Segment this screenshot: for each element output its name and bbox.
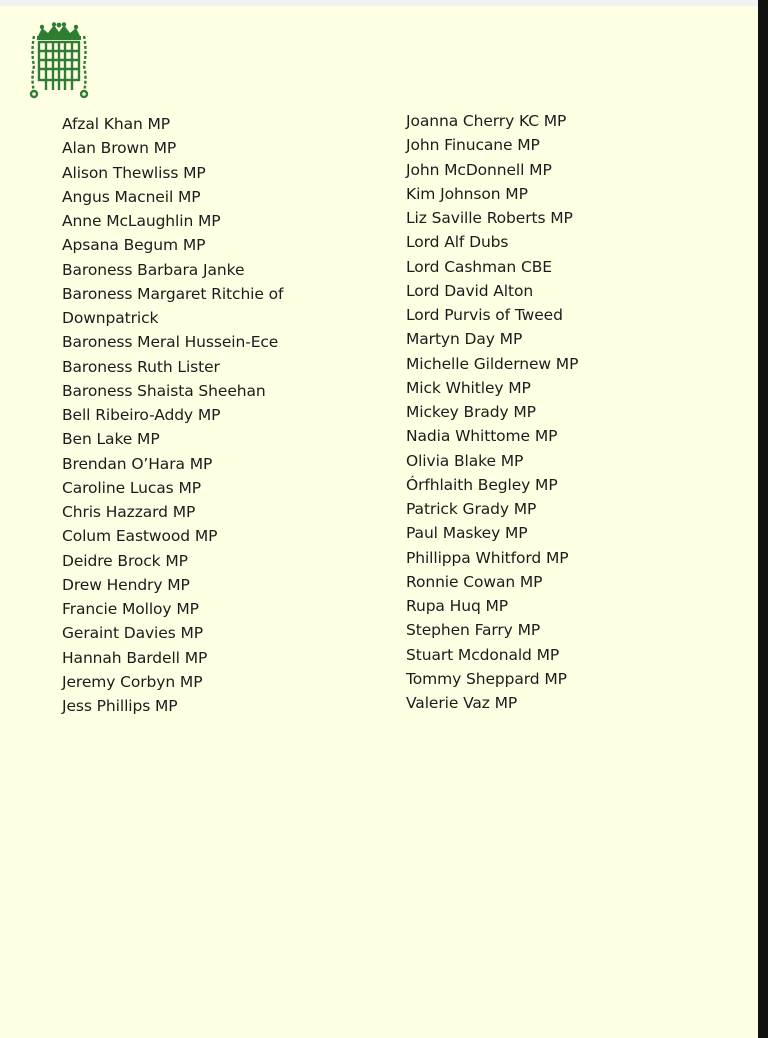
signatory-name: Anne McLaughlin MP bbox=[62, 212, 221, 230]
signatory-name: Lord Purvis of Tweed bbox=[406, 306, 563, 324]
signatory-name: Angus Macneil MP bbox=[62, 187, 201, 206]
signatory-name: John McDonnell MP bbox=[406, 160, 552, 179]
signatory-name: Tommy Sheppard MP bbox=[406, 669, 567, 688]
signatory-name: Phillippa Whitford MP bbox=[406, 548, 569, 567]
signatory-name: Michelle Gildernew MP bbox=[406, 354, 579, 373]
signatory-name: Lord Alf Dubs bbox=[406, 233, 509, 252]
signatory-name: Valerie Vaz MP bbox=[406, 694, 518, 712]
signatory-name: Baroness Shaista Sheehan bbox=[62, 381, 266, 400]
signatory-name: Hannah Bardell MP bbox=[62, 648, 208, 667]
signatory-name: Jeremy Corbyn MP bbox=[62, 672, 203, 691]
signatory-name: Lord David Alton bbox=[406, 281, 534, 300]
signatory-name: Chris Hazzard MP bbox=[62, 503, 196, 521]
signatory-name: Jess Phillips MP bbox=[62, 697, 178, 715]
signatory-name: Deidre Brock MP bbox=[62, 551, 188, 570]
scan-edge bbox=[758, 0, 768, 1038]
signatories-right-column bbox=[406, 109, 751, 715]
signatory-name: Nadia Whittome MP bbox=[406, 427, 558, 446]
signatory-name: Baroness Barbara Janke bbox=[62, 260, 245, 279]
signatory-name: Rupa Huq MP bbox=[406, 597, 509, 615]
signatory-name: Mick Whitley MP bbox=[406, 378, 531, 397]
signatory-name: Joanna Cherry KC MP bbox=[406, 112, 567, 130]
signatory-name: Alison Thewliss MP bbox=[62, 163, 206, 182]
signatory-name: Stephen Farry MP bbox=[406, 621, 541, 640]
signatory-name: Apsana Begum MP bbox=[62, 236, 206, 255]
signatory-name: Kim Johnson MP bbox=[406, 184, 528, 203]
signatory-name: Drew Hendry MP bbox=[62, 575, 190, 594]
signatory-name: Stuart Mcdonald MP bbox=[406, 645, 560, 664]
signatory-name: Patrick Grady MP bbox=[406, 500, 537, 518]
signatory-name: Baroness Ruth Lister bbox=[62, 357, 220, 376]
signatory-name: Órfhlaith Begley MP bbox=[406, 475, 558, 494]
signatory-name: Alan Brown MP bbox=[62, 139, 177, 158]
signatory-name: Baroness Margaret Ritchie of bbox=[62, 284, 284, 303]
signatory-name: Caroline Lucas MP bbox=[62, 478, 201, 497]
signatory-name: John Finucane MP bbox=[406, 136, 540, 155]
signatory-name: Geraint Davies MP bbox=[62, 624, 204, 643]
signatory-name: Colum Eastwood MP bbox=[62, 527, 218, 546]
signatory-name: Ben Lake MP bbox=[62, 430, 160, 449]
portcullis-icon bbox=[28, 22, 90, 102]
signatory-name: Downpatrick bbox=[62, 309, 159, 327]
signatory-name: Brendan O’Hara MP bbox=[62, 454, 213, 473]
signatory-name: Ronnie Cowan MP bbox=[406, 572, 543, 591]
signatory-name: Paul Maskey MP bbox=[406, 524, 528, 543]
signatory-name: Liz Saville Roberts MP bbox=[406, 209, 573, 227]
signatory-name: Olivia Blake MP bbox=[406, 451, 524, 470]
letter-page bbox=[0, 6, 762, 1038]
signatory-name: Mickey Brady MP bbox=[406, 403, 536, 421]
signatory-name: Francie Molloy MP bbox=[62, 600, 199, 618]
signatory-name: Lord Cashman CBE bbox=[406, 257, 552, 276]
signatory-name: Baroness Meral Hussein-Ece bbox=[62, 333, 279, 352]
signatory-name: Martyn Day MP bbox=[406, 330, 523, 349]
signatory-name: Bell Ribeiro-Addy MP bbox=[62, 406, 221, 424]
signatory-name: Afzal Khan MP bbox=[62, 115, 171, 133]
signatories-left-column bbox=[62, 112, 392, 718]
